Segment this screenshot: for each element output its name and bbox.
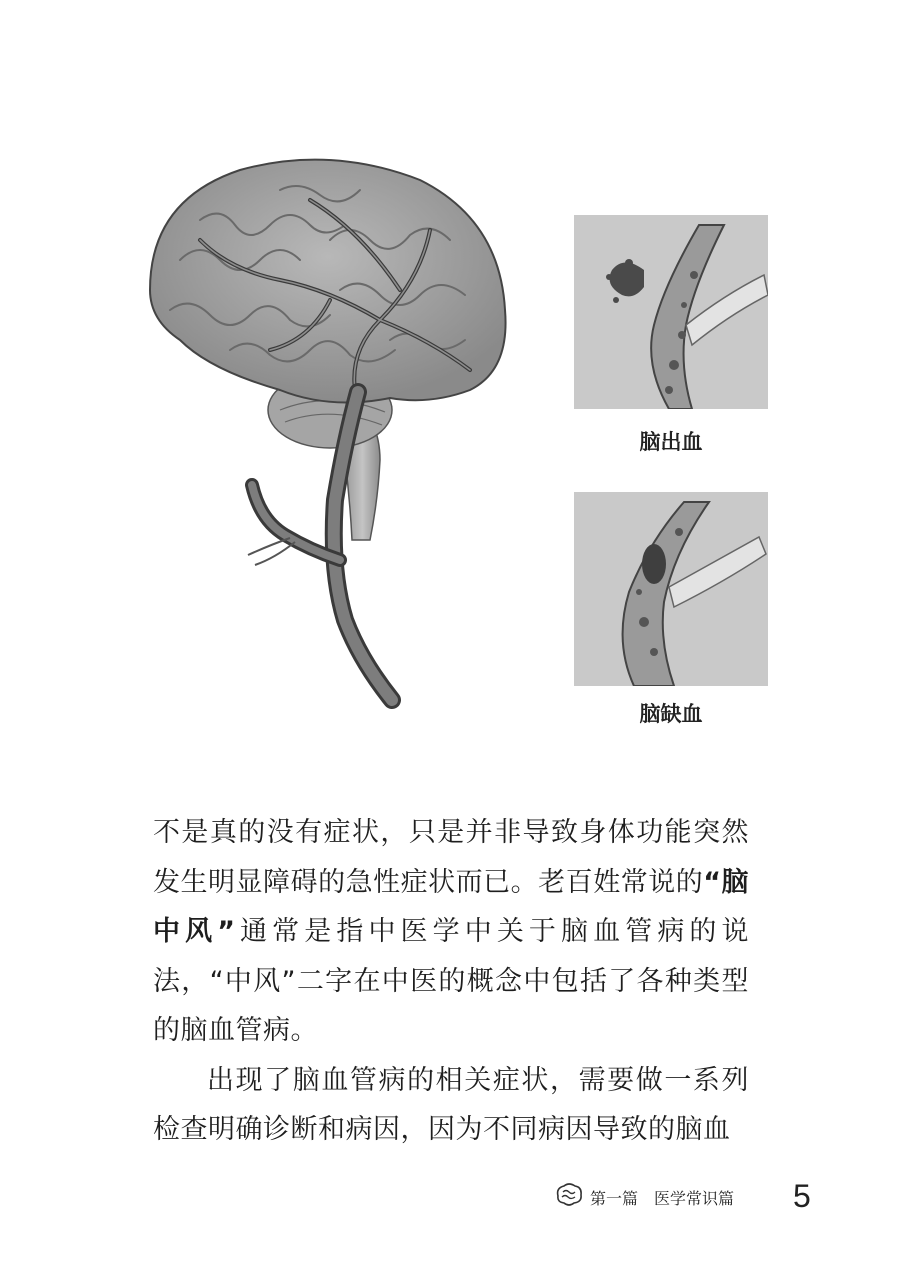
brain-icon [554,1182,584,1208]
paragraph-1-part-b: 通常是指中医学中关于脑血管病的说法，“中风”二字在中医的概念中包括了各种类型的脑血管病。 [153,916,750,1046]
section-label: 第一篇 医学常识篇 [590,1189,735,1208]
medical-illustration [130,140,790,740]
body-text [153,808,749,1155]
ischemia-vessel-icon [574,492,768,686]
hemorrhage-vessel-icon [574,215,768,409]
hemorrhage-panel [574,215,768,409]
page-number: 5 [793,1178,811,1214]
page-footer [0,1180,900,1220]
brain-vessel-illustration [130,140,530,740]
paragraph-1-part-a: 不是真的没有症状，只是并非导致身体功能突然发生明显障碍的急性症状而已。老百姓常说的 [153,817,749,898]
term-stroke: “脑中风” [153,866,750,947]
ischemia-panel [574,492,768,686]
caption-hemorrhage: 脑出血 [639,430,703,454]
paragraph-1 [153,808,749,1056]
paragraph-2: 出现了脑血管病的相关症状，需要做一系列检查明确诊断和病因，因为不同病因导致的脑血 [153,1064,749,1145]
caption-ischemia: 脑缺血 [639,702,703,726]
